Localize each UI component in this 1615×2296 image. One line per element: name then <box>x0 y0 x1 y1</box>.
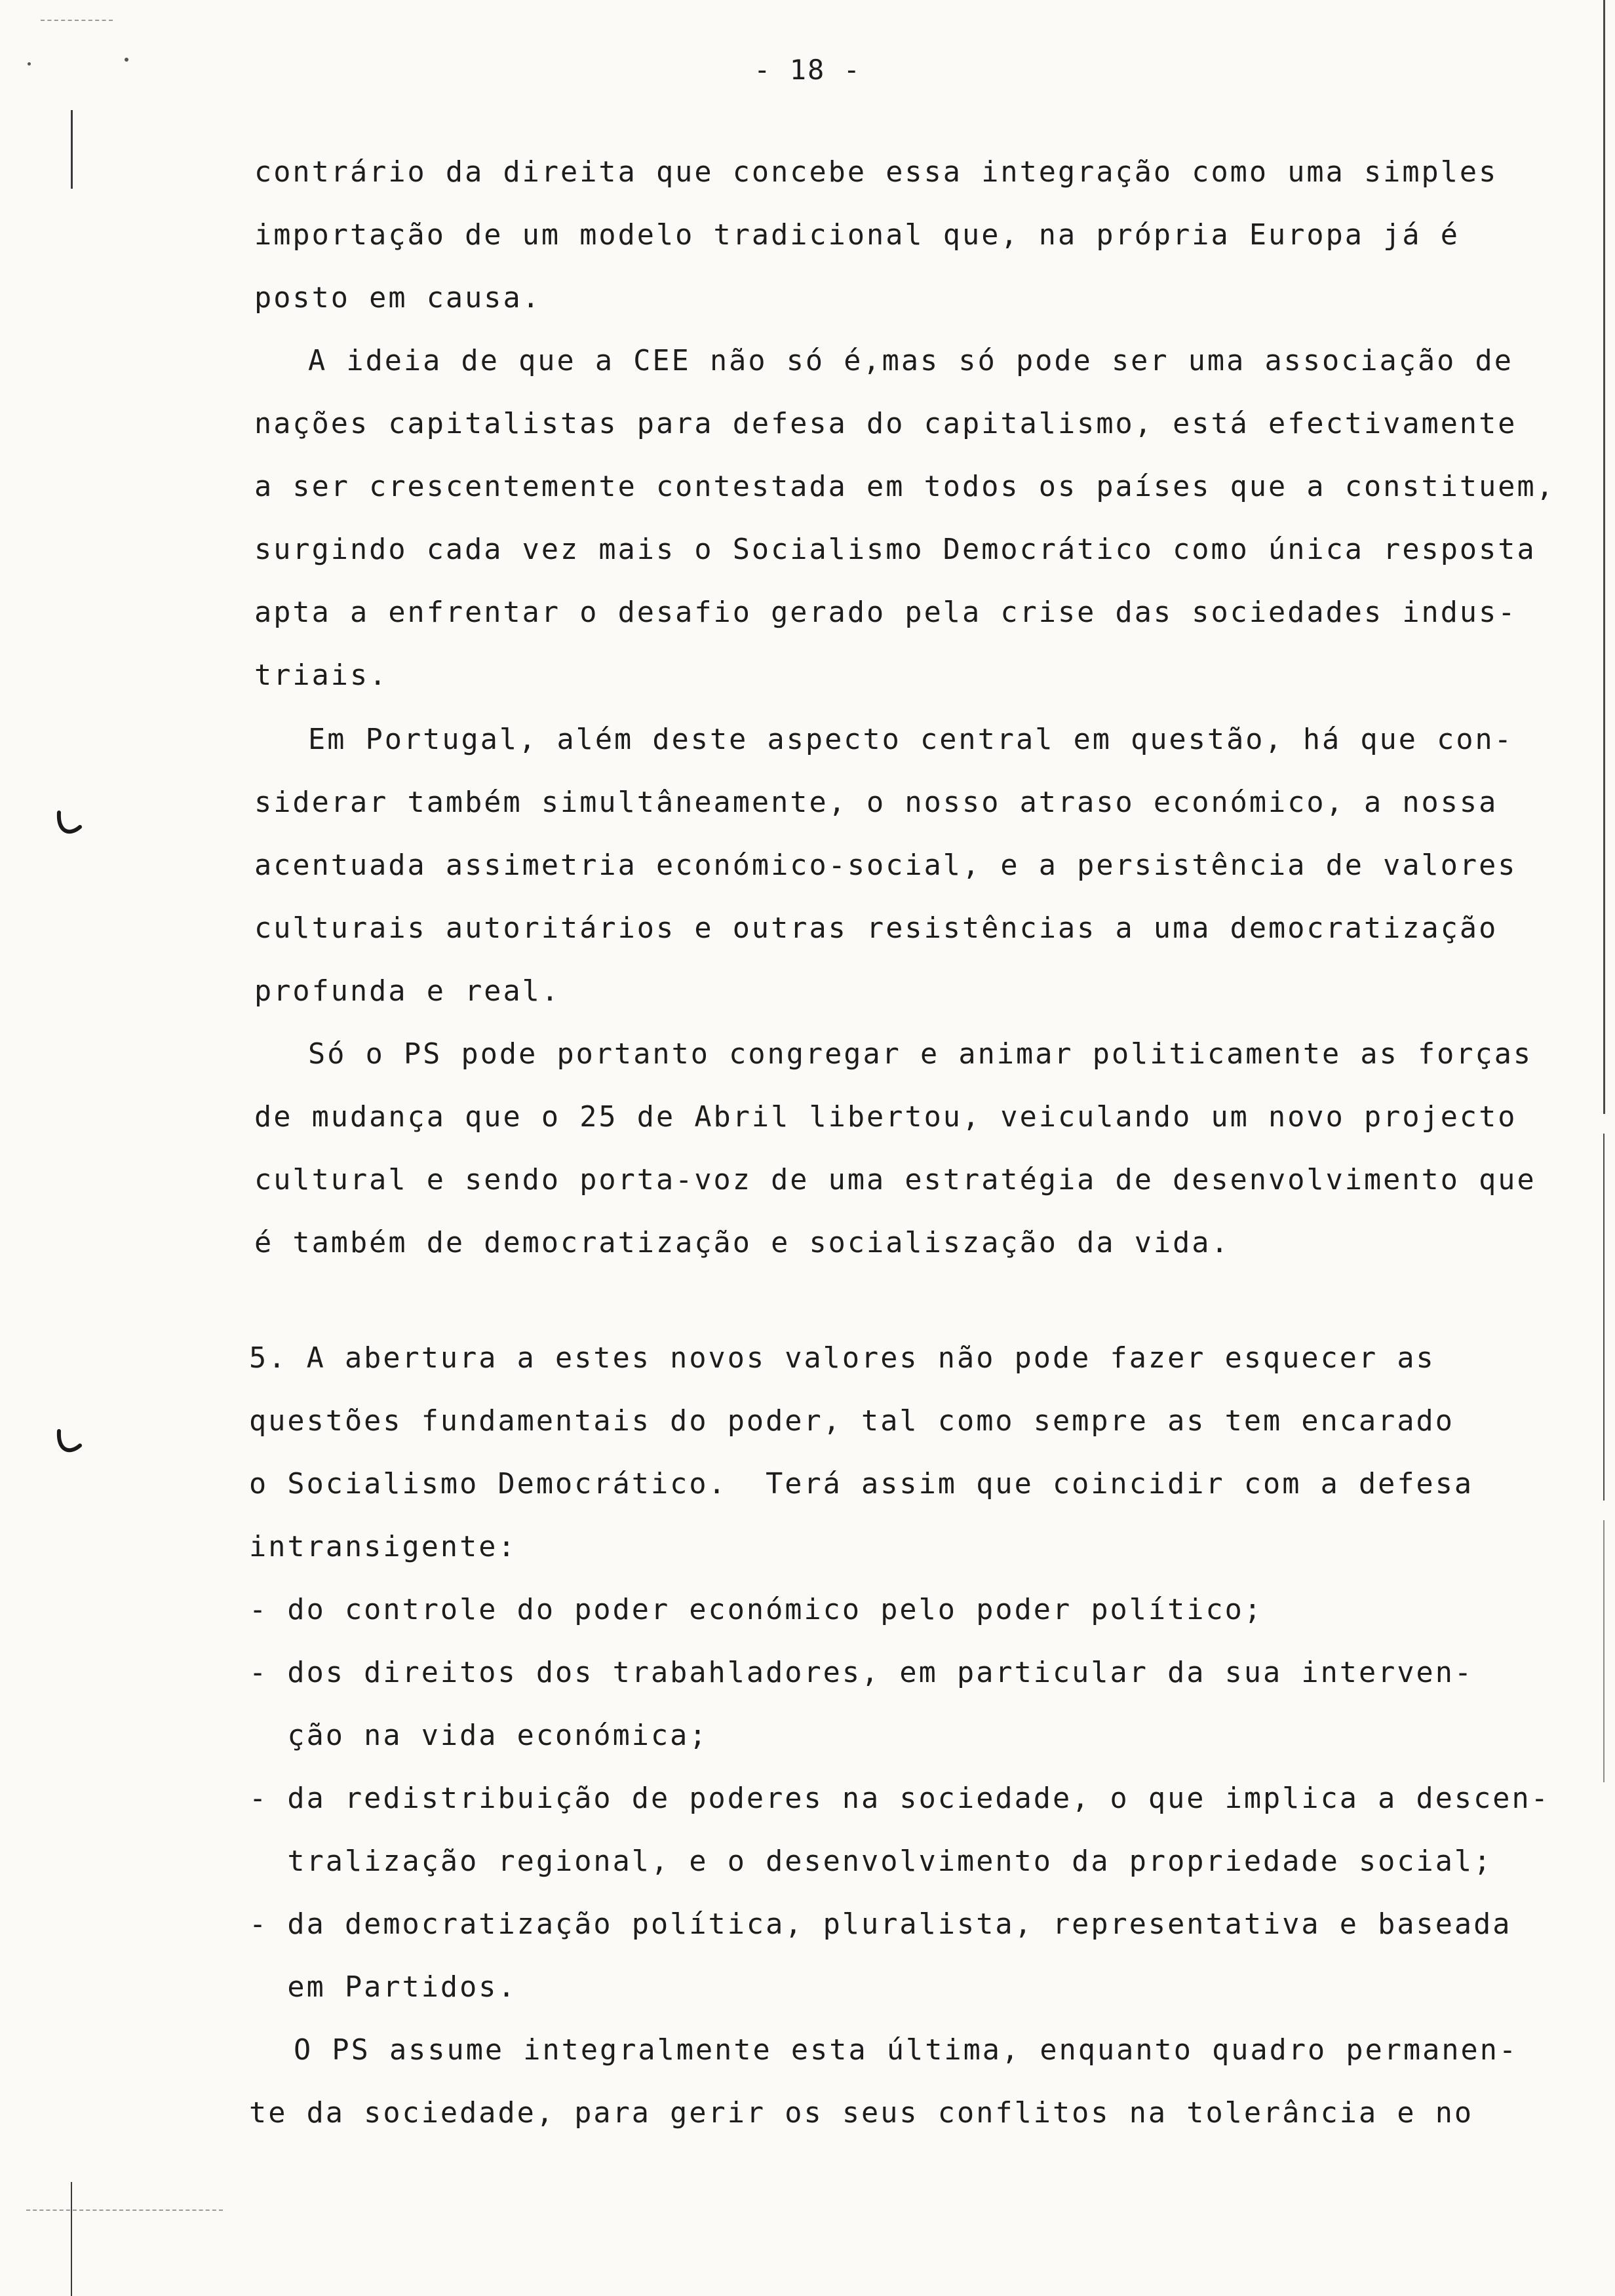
text-line: 5. A abertura a estes novos valores não pode fazer esquecer as <box>249 1342 1435 1375</box>
text-line: intransigente: <box>249 1531 517 1563</box>
list-item-continuation: tralização regional, e o desenvolvimento da propriedade social; <box>249 1845 1493 1878</box>
text-line: a ser crescentemente contestada em todos os países que a constituem, <box>254 470 1555 503</box>
list-item-continuation: em Partidos. <box>249 1971 517 2004</box>
binding-hole-mark-icon <box>50 1428 89 1457</box>
text-line: cultural e sendo porta-voz de uma estratégia de desenvolvimento que <box>254 1164 1536 1196</box>
left-margin-rule <box>71 110 73 189</box>
binding-hole-mark-icon <box>50 810 89 839</box>
scan-dashes-bottom <box>26 2210 223 2211</box>
text-line: acentuada assimetria económico-social, e a persistência de valores <box>254 849 1517 882</box>
right-edge-shadow <box>1603 1520 1605 1782</box>
list-item: - da redistribuição de poderes na sociedade, o que implica a descen- <box>249 1782 1550 1815</box>
text-line: siderar também simultâneamente, o nosso atraso económico, a nossa <box>254 786 1498 819</box>
text-line: de mudança que o 25 de Abril libertou, veiculando um novo projecto <box>254 1101 1517 1134</box>
text-line: Só o PS pode portanto congregar e animar politicamente as forças <box>308 1038 1533 1071</box>
text-line: culturais autoritários e outras resistências a uma democratização <box>254 912 1498 945</box>
page-number: - 18 - <box>754 54 861 86</box>
text-line: questões fundamentais do poder, tal como sempre as tem encarado <box>249 1405 1454 1438</box>
text-line: profunda e real. <box>254 975 561 1008</box>
text-line: nações capitalistas para defesa do capitalismo, está efectivamente <box>254 408 1517 440</box>
text-line: é também de democratização e socialiszação da vida. <box>254 1227 1230 1259</box>
scan-dashes-top <box>41 20 113 21</box>
left-margin-rule-bottom <box>71 2182 72 2296</box>
text-line: apta a enfrentar o desafio gerado pela crise das sociedades indus- <box>254 596 1517 629</box>
list-item: - do controle do poder económico pelo poder político; <box>249 1594 1264 1626</box>
right-edge-shadow <box>1603 1134 1605 1501</box>
text-line: o Socialismo Democrático. Terá assim que coincidir com a defesa <box>249 1468 1474 1501</box>
text-line: te da sociedade, para gerir os seus conflitos na tolerância e no <box>249 2097 1474 2130</box>
list-item: - dos direitos dos trabahladores, em particular da sua interven- <box>249 1656 1474 1689</box>
text-line: surgindo cada vez mais o Socialismo Democrático como única resposta <box>254 533 1536 566</box>
text-line: posto em causa. <box>254 282 541 315</box>
text-line: Em Portugal, além deste aspecto central em questão, há que con- <box>308 723 1513 756</box>
text-line: contrário da direita que concebe essa integração como uma simples <box>254 156 1498 189</box>
list-item-continuation: ção na vida económica; <box>249 1719 709 1752</box>
list-item: - da democratização política, pluralista, representativa e baseada <box>249 1908 1512 1941</box>
text-line: triais. <box>254 659 389 692</box>
text-line: importação de um modelo tradicional que, na própria Europa já é <box>254 219 1460 252</box>
text-line: A ideia de que a CEE não só é,mas só pode ser uma associação de <box>308 345 1513 377</box>
text-line: O PS assume integralmente esta última, enquanto quadro permanen- <box>294 2034 1519 2067</box>
right-edge-shadow <box>1603 0 1605 1114</box>
